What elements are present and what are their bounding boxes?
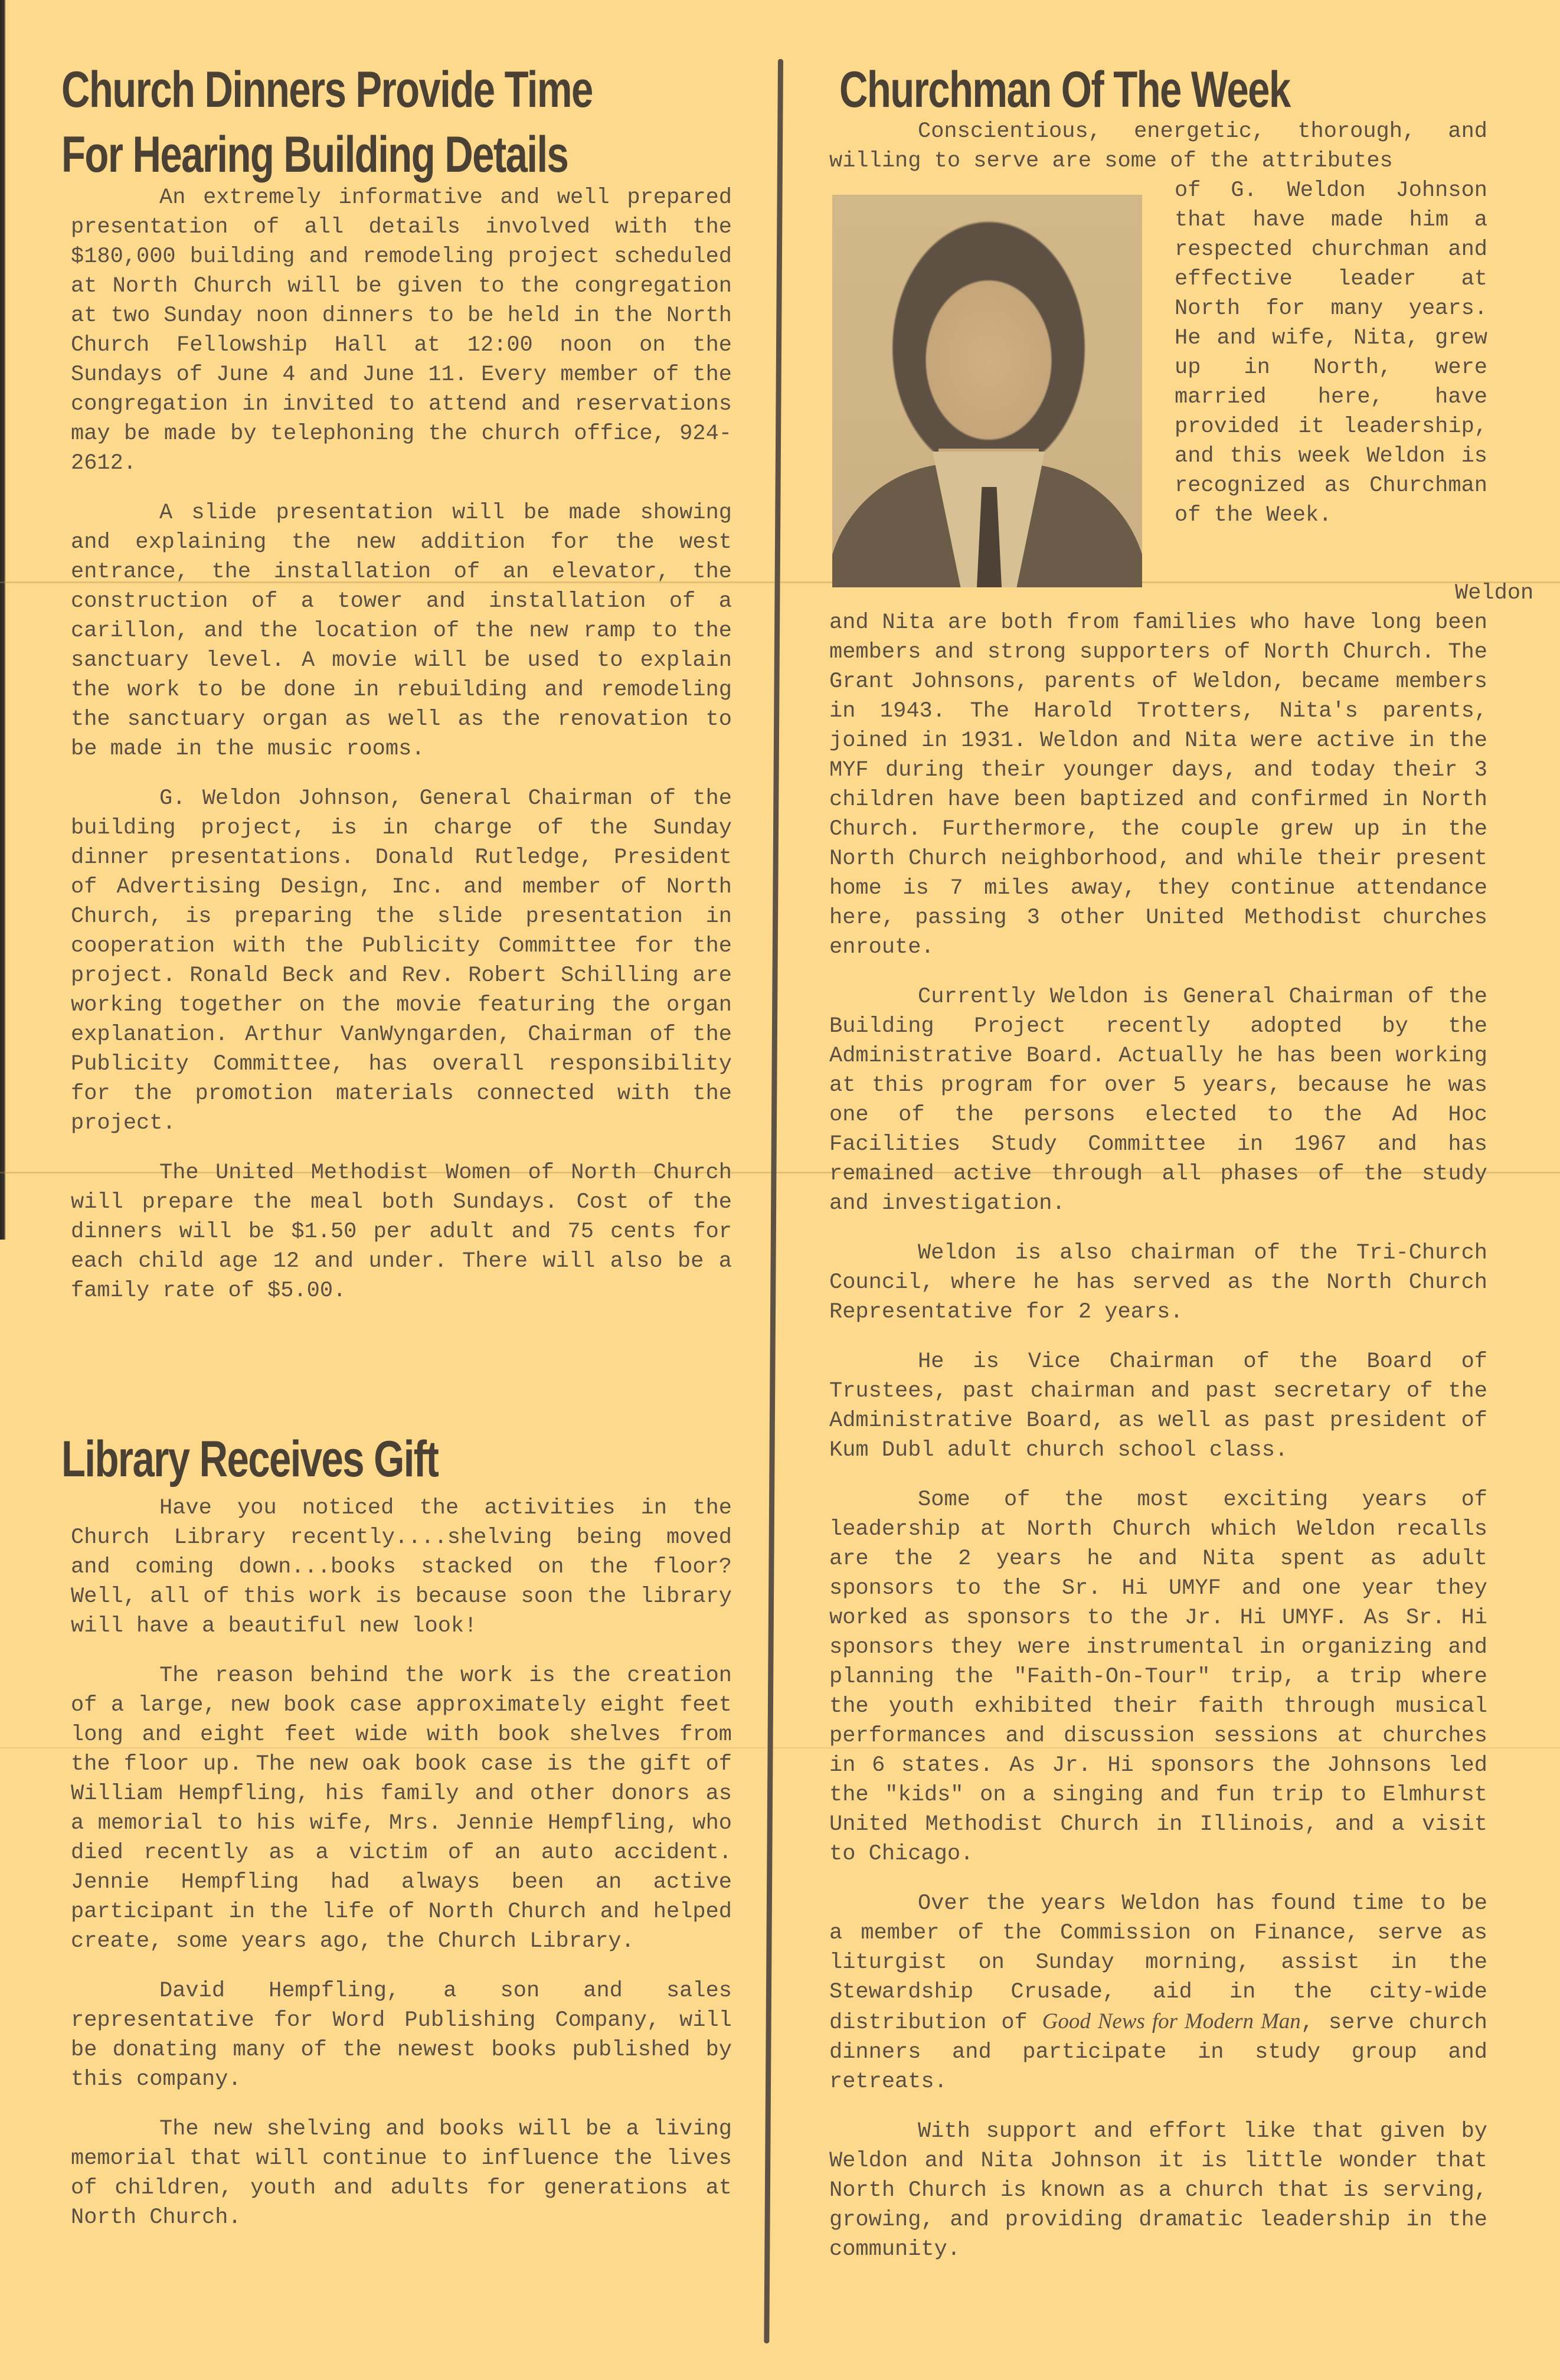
article-church-dinners-body [71,183,732,1326]
paragraph: Weldon is also chairman of the Tri-Church Council, where he has served as the North Church Representative for 2 years. [829,1241,1487,1325]
paragraph: He is Vice Chairman of the Board of Trustees, past chairman and past secretary of the Administrative Board, as well as past president of Kum Dubl adult church school class. [829,1349,1487,1463]
text-run: Over the years Weldon has found time to be a member of the Commission on Finance, serve as liturgist on Sunday morning, assist in the Stewardship Crusade, aid in the city-wide distribution of [829,1891,1487,2035]
article-headline-church-dinners-line1: Church Dinners Provide Time [61,61,593,118]
paragraph: A slide presentation will be made showing and explaining the new addition for the west entrance, the installation of an elevator, the construction of a tower and installation of a carillon, and the location of the new ramp to the sanctuary level. A movie will be used to explain the work to be done in rebuilding and remodeling the sanctuary organ as well as the renovation to be made in the music rooms. [71,501,732,761]
paragraph-closing: With support and effort like that given by Weldon and Nita Johnson it is little wonder that North Church is known as a church that is serving, growing, and providing dramatic leadership in the community. [829,2119,1487,2262]
paragraph: G. Weldon Johnson, General Chairman of the building project, is in charge of the Sunday dinner presentations. Donald Rutledge, President of Advertising Design, Inc. and member of North Church, is preparing the slide presentation in cooperation with the Publicity Committee for the project. Ronald Beck and Rev. Robert Schilling are working together on the movie featuring the organ explanation. Arthur VanWyngarden, Chairman of the Publicity Committee, has overall responsibility for the promotion materials connected with the project. [71,786,732,1136]
article-headline-churchman-of-week: Churchman Of The Week [839,61,1290,118]
article-headline-church-dinners-line2: For Hearing Building Details [61,126,568,183]
article-library-gift-body [71,1493,732,2252]
paragraph: The new shelving and books will be a living memorial that will continue to influence the lives of children, youth and adults for generations at North Church. [71,2117,732,2230]
article-headline-library-gift: Library Receives Gift [61,1431,439,1488]
churchman-beside-photo-text [1175,176,1487,530]
paragraph: of G. Weldon Johnson that have made him a respected churchman and effective leader at North for many years. He and wife, Nita, grew up in North, were married here, have provided it leadership, and this week Weldon is recognized as Churchman of the Week. [1175,178,1487,528]
paragraph: The reason behind the work is the creation of a large, new book case approximately eight feet long and eight feet wide with book shelves from the floor up. The new oak book case is the gift of William Hempfling, his family and other donors as a memorial to his wife, Mrs. Jennie Hempfling, who died recently as a victim of an auto accident. Jennie Hempfling had always been an active participant in the life of North Church and helped create, some years ago, the Church Library. [71,1663,732,1954]
portrait-photo [832,195,1142,587]
book-title: Good News for Modern Man [1042,2009,1301,2034]
paragraph: Conscientious, energetic, thorough, and willing to serve are some of the attributes [829,119,1487,174]
paragraph-finance [829,1889,1487,2097]
scan-edge-shadow [0,0,6,1240]
paragraph: An extremely informative and well prepared presentation of all details involved with the $180,000 building and remodeling project scheduled at North Church will be given to the congregation at two Sunday noon dinners to be held in the North Church Fellowship Hall at 12:00 noon on the Sundays of June 4 and June 11. Every member of the congregation in invited to attend and reservations may be made by telephoning the church office, 924-2612. [71,185,732,476]
paragraph: Weldon and Nita are both from families who have long been members and strong supporters of North Church. The Grant Johnsons, parents of Weldon, became members in 1943. The Harold Trotters, Nita's parents, joined in 1931. Weldon and Nita were active in the MYF during their younger days, and today their 3 children have been baptized and confirmed in North Church. Furthermore, the couple grew up in the North Church neighborhood, and while their present home is 7 miles away, they continue attendance here, passing 3 other United Methodist churches enroute. [829,581,1534,960]
paragraph: The United Methodist Women of North Church will prepare the meal both Sundays. Cost of the dinners will be $1.50 per adult and 75 cents for each child age 12 and under. There will also be a family rate of $5.00. [71,1160,732,1303]
text-run: , serve church dinners and participate in study group and retreats. [829,2010,1487,2094]
paragraph: Have you noticed the activities in the Church Library recently....shelving being moved and coming down...books stacked on the floor? Well, all of this work is because soon the library will have a beautiful new look! [71,1496,732,1639]
column-divider [764,59,783,2343]
churchman-body [829,578,1534,2284]
paragraph: David Hempfling, a son and sales representative for Word Publishing Company, will be donating many of the newest books published by this company. [71,1979,732,2092]
paragraph: Some of the most exciting years of leadership at North Church which Weldon recalls are the 2 years he and Nita spent as adult sponsors to the Sr. Hi UMYF and one year they worked as sponsors to the Jr. Hi UMYF. As Sr. Hi sponsors they were instrumental in organizing and planning the "Faith-On-Tour" trip, a trip where the youth exhibited their faith through musical performances and discussion sessions at churches in 6 states. As Jr. Hi sponsors the Johnsons led the "kids" on a singing and fun trip to Elmhurst United Methodist Church in Illinois, and a visit to Chicago. [829,1488,1487,1866]
paragraph: Currently Weldon is General Chairman of the Building Project recently adopted by the Administrative Board. Actually he has been working at this program for over 5 years, because he was one of the persons elected to the Ad Hoc Facilities Study Committee in 1967 and has remained active through all phases of the study and investigation. [829,985,1487,1216]
